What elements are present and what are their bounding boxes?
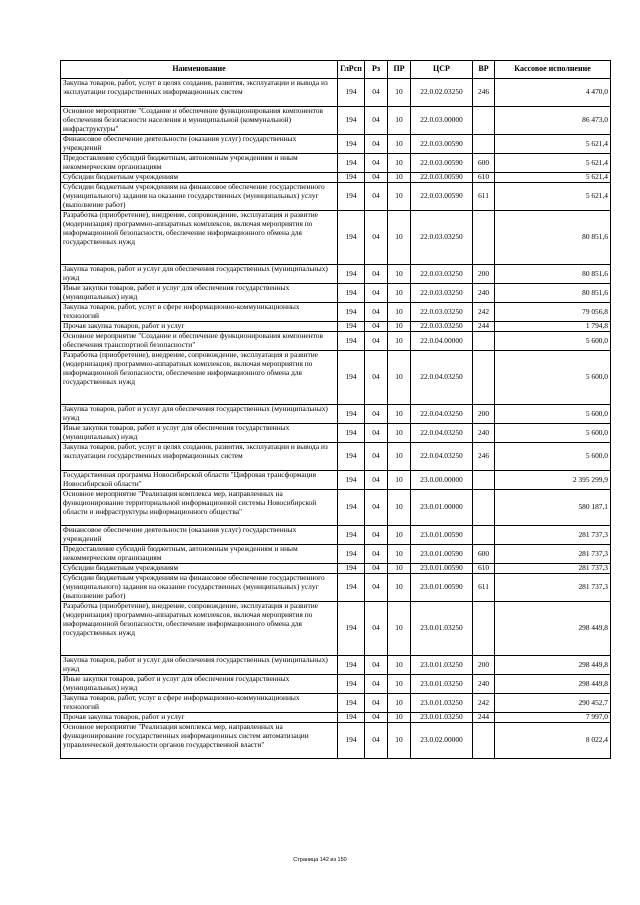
cell-grs: 194 [338, 154, 365, 173]
cell-csr: 23.0.01.03250 [411, 713, 473, 723]
cell-grs: 194 [338, 183, 365, 211]
table-row [61, 424, 611, 443]
cell-rz: 04 [365, 265, 388, 284]
cell-sum: 80 851,6 [495, 284, 611, 303]
cell-name: Финансовое обеспечение деятельности (оказания услуг) государственных учреждений [61, 135, 338, 154]
cell-vr: 240 [473, 675, 495, 694]
cell-grs: 194 [338, 79, 365, 107]
cell-sum: 5 621,4 [495, 183, 611, 211]
cell-name: Предоставление субсидий бюджетным, автономным учреждениям и иным некоммерческим организациям [61, 545, 338, 564]
cell-name: Закупка товаров, работ, услуг в целях создания, развития, эксплуатации и вывода из эксплуатации государственных информационных систем [61, 79, 338, 107]
cell-csr: 23.0.00.00000 [411, 471, 473, 490]
cell-sum: 298 449,8 [495, 675, 611, 694]
table-row [61, 284, 611, 303]
cell-rz: 04 [365, 303, 388, 322]
cell-name: Закупка товаров, работ, услуг в целях создания, развития, эксплуатации и вывода из эксплуатации государственных информационных систем [61, 443, 338, 471]
table-row [61, 135, 611, 154]
cell-name: Субсидии бюджетным учреждениям на финансовое обеспечение государственного (муниципального) задания на оказание государственных (муниципальных) услуг (выполнение работ) [61, 574, 338, 602]
cell-grs: 194 [338, 526, 365, 545]
table-row [61, 405, 611, 424]
cell-pr: 10 [388, 173, 411, 183]
cell-pr: 10 [388, 322, 411, 332]
cell-name: Предоставление субсидий бюджетным, автономным учреждениям и иным некоммерческим организациям [61, 154, 338, 173]
table-row [61, 723, 611, 759]
cell-csr: 23.0.01.00590 [411, 564, 473, 574]
cell-vr [473, 471, 495, 490]
cell-csr: 22.0.03.03250 [411, 303, 473, 322]
cell-rz: 04 [365, 723, 388, 759]
cell-grs: 194 [338, 135, 365, 154]
cell-name: Прочая закупка товаров, работ и услуг [61, 713, 338, 723]
cell-pr: 10 [388, 79, 411, 107]
cell-sum: 7 997,0 [495, 713, 611, 723]
cell-grs: 194 [338, 332, 365, 351]
cell-sum: 5 621,4 [495, 154, 611, 173]
cell-csr: 22.0.04.03250 [411, 351, 473, 405]
cell-name: Закупка товаров, работ и услуг для обеспечения государственных (муниципальных) нужд [61, 265, 338, 284]
cell-name: Разработка (приобретение), внедрение, сопровождение, эксплуатация и развитие (модернизация) программно-аппаратных комплексов, включая мероприятия по информационной безопасности, обеспечение информационного обмена для государственных нужд [61, 351, 338, 405]
cell-vr: 611 [473, 574, 495, 602]
cell-name: Закупка товаров, работ и услуг для обеспечения государственных (муниципальных) нужд [61, 656, 338, 675]
cell-csr: 22.0.04.03250 [411, 405, 473, 424]
cell-pr: 10 [388, 694, 411, 713]
cell-rz: 04 [365, 322, 388, 332]
table-row [61, 154, 611, 173]
cell-csr: 23.0.01.03250 [411, 694, 473, 713]
cell-vr [473, 135, 495, 154]
cell-grs: 194 [338, 284, 365, 303]
cell-pr: 10 [388, 351, 411, 405]
table-row [61, 322, 611, 332]
cell-vr: 242 [473, 694, 495, 713]
cell-rz: 04 [365, 675, 388, 694]
cell-pr: 10 [388, 332, 411, 351]
cell-csr: 23.0.01.03250 [411, 656, 473, 675]
cell-vr: 244 [473, 322, 495, 332]
cell-pr: 10 [388, 424, 411, 443]
table-header-row [61, 61, 611, 79]
cell-vr [473, 351, 495, 405]
table-row [61, 574, 611, 602]
cell-grs: 194 [338, 545, 365, 564]
cell-rz: 04 [365, 351, 388, 405]
cell-name: Субсидии бюджетным учреждениям на финансовое обеспечение государственного (муниципального) задания на оказание государственных (муниципальных) услуг (выполнение работ) [61, 183, 338, 211]
table-row [61, 545, 611, 564]
cell-sum: 5 621,4 [495, 135, 611, 154]
table-row [61, 526, 611, 545]
table-row [61, 107, 611, 135]
cell-csr: 22.0.04.03250 [411, 443, 473, 471]
cell-sum: 80 851,6 [495, 265, 611, 284]
cell-rz: 04 [365, 526, 388, 545]
table-row [61, 183, 611, 211]
cell-grs: 194 [338, 471, 365, 490]
cell-grs: 194 [338, 713, 365, 723]
cell-vr: 200 [473, 656, 495, 675]
cell-sum: 8 022,4 [495, 723, 611, 759]
cell-pr: 10 [388, 675, 411, 694]
cell-vr [473, 211, 495, 265]
cell-pr: 10 [388, 211, 411, 265]
cell-csr: 22.0.04.00000 [411, 332, 473, 351]
cell-csr: 22.0.03.00590 [411, 183, 473, 211]
cell-rz: 04 [365, 332, 388, 351]
cell-csr: 23.0.01.03250 [411, 602, 473, 656]
table-row [61, 675, 611, 694]
cell-name: Государственная программа Новосибирской области "Цифровая трансформация Новосибирской области" [61, 471, 338, 490]
cell-pr: 10 [388, 154, 411, 173]
cell-csr: 23.0.01.00000 [411, 490, 473, 526]
cell-sum: 5 600,0 [495, 332, 611, 351]
cell-csr: 23.0.01.00590 [411, 545, 473, 564]
cell-grs: 194 [338, 602, 365, 656]
cell-name: Закупка товаров, работ и услуг для обеспечения государственных (муниципальных) нужд [61, 405, 338, 424]
table-row [61, 443, 611, 471]
cell-pr: 10 [388, 107, 411, 135]
cell-name: Основное мероприятие "Создание и обеспечение функционирования компонентов обеспечения безопасности населения и муниципальной (коммунальной) инфраструктуры" [61, 107, 338, 135]
cell-csr: 23.0.01.00590 [411, 526, 473, 545]
cell-rz: 04 [365, 656, 388, 675]
cell-name: Закупка товаров, работ, услуг в сфере информационно-коммуникационных технологий [61, 694, 338, 713]
cell-name: Финансовое обеспечение деятельности (оказания услуг) государственных учреждений [61, 526, 338, 545]
table-row [61, 694, 611, 713]
cell-vr: 600 [473, 154, 495, 173]
cell-grs: 194 [338, 443, 365, 471]
cell-grs: 194 [338, 694, 365, 713]
cell-vr: 246 [473, 79, 495, 107]
cell-rz: 04 [365, 211, 388, 265]
cell-sum: 2 395 299,9 [495, 471, 611, 490]
cell-rz: 04 [365, 545, 388, 564]
cell-vr [473, 107, 495, 135]
table-row [61, 564, 611, 574]
header-vr: ВР [473, 61, 495, 79]
cell-grs: 194 [338, 322, 365, 332]
cell-rz: 04 [365, 107, 388, 135]
cell-grs: 194 [338, 564, 365, 574]
cell-csr: 22.0.03.00590 [411, 173, 473, 183]
header-sum: Кассовое исполнение [495, 61, 611, 79]
cell-csr: 22.0.03.00590 [411, 135, 473, 154]
cell-pr: 10 [388, 526, 411, 545]
cell-sum: 290 452,7 [495, 694, 611, 713]
cell-grs: 194 [338, 656, 365, 675]
cell-name: Разработка (приобретение), внедрение, сопровождение, эксплуатация и развитие (модернизация) программно-аппаратных комплексов, включая мероприятия по информационной безопасности, обеспечение информационного обмена для государственных нужд [61, 211, 338, 265]
header-pr: ПР [388, 61, 411, 79]
cell-grs: 194 [338, 107, 365, 135]
cell-vr: 600 [473, 545, 495, 564]
header-csr: ЦСР [411, 61, 473, 79]
header-grs: ГлРсп [338, 61, 365, 79]
cell-vr [473, 490, 495, 526]
cell-pr: 10 [388, 656, 411, 675]
cell-name: Основное мероприятие "Реализация комплекса мер, направленных на функционирование территориальной информационной системы Новосибирской области и инфраструктуры информационного общества" [61, 490, 338, 526]
cell-rz: 04 [365, 443, 388, 471]
table-row [61, 656, 611, 675]
cell-name: Основное мероприятие "Реализация комплекса мер, направленных на функционирование государственных информационных систем автоматизации управленческой деятельности органов государственной власти" [61, 723, 338, 759]
cell-csr: 22.0.04.03250 [411, 424, 473, 443]
cell-sum: 5 600,0 [495, 405, 611, 424]
cell-grs: 194 [338, 574, 365, 602]
cell-vr [473, 723, 495, 759]
cell-pr: 10 [388, 602, 411, 656]
cell-name: Иные закупки товаров, работ и услуг для обеспечения государственных (муниципальных) нужд [61, 424, 338, 443]
cell-csr: 23.0.01.00590 [411, 574, 473, 602]
cell-sum: 298 449,8 [495, 602, 611, 656]
table-row [61, 265, 611, 284]
cell-sum: 281 737,3 [495, 564, 611, 574]
cell-name: Разработка (приобретение), внедрение, сопровождение, эксплуатация и развитие (модернизация) программно-аппаратных комплексов, включая мероприятия по информационной безопасности, обеспечение информационного обмена для государственных нужд [61, 602, 338, 656]
cell-name: Закупка товаров, работ, услуг в сфере информационно-коммуникационных технологий [61, 303, 338, 322]
cell-pr: 10 [388, 490, 411, 526]
table-body [61, 79, 611, 759]
table-row [61, 79, 611, 107]
cell-pr: 10 [388, 265, 411, 284]
cell-rz: 04 [365, 154, 388, 173]
cell-name: Субсидии бюджетным учреждениям [61, 564, 338, 574]
cell-pr: 10 [388, 574, 411, 602]
cell-rz: 04 [365, 574, 388, 602]
cell-grs: 194 [338, 265, 365, 284]
cell-rz: 04 [365, 135, 388, 154]
cell-sum: 86 473,0 [495, 107, 611, 135]
cell-pr: 10 [388, 723, 411, 759]
cell-sum: 298 449,8 [495, 656, 611, 675]
cell-rz: 04 [365, 284, 388, 303]
cell-rz: 04 [365, 183, 388, 211]
table-row [61, 602, 611, 656]
cell-rz: 04 [365, 602, 388, 656]
table-row [61, 713, 611, 723]
cell-vr [473, 332, 495, 351]
cell-grs: 194 [338, 405, 365, 424]
cell-sum: 5 600,0 [495, 351, 611, 405]
table-row [61, 173, 611, 183]
cell-grs: 194 [338, 723, 365, 759]
cell-sum: 281 737,3 [495, 545, 611, 564]
cell-vr: 244 [473, 713, 495, 723]
cell-vr: 610 [473, 173, 495, 183]
cell-csr: 22.0.03.00000 [411, 107, 473, 135]
cell-rz: 04 [365, 79, 388, 107]
cell-grs: 194 [338, 303, 365, 322]
cell-name: Субсидии бюджетным учреждениям [61, 173, 338, 183]
cell-name: Иные закупки товаров, работ и услуг для обеспечения государственных (муниципальных) нужд [61, 675, 338, 694]
table-row [61, 211, 611, 265]
cell-csr: 22.0.03.03250 [411, 322, 473, 332]
cell-rz: 04 [365, 424, 388, 443]
cell-rz: 04 [365, 173, 388, 183]
table-row [61, 490, 611, 526]
cell-name: Основное мероприятие "Создание и обеспечение функционирования компонентов обеспечения транспортной безопасности" [61, 332, 338, 351]
cell-vr: 240 [473, 284, 495, 303]
header-name: Наименование [61, 61, 338, 79]
cell-sum: 5 621,4 [495, 173, 611, 183]
cell-vr [473, 602, 495, 656]
cell-rz: 04 [365, 405, 388, 424]
cell-csr: 22.0.03.03250 [411, 211, 473, 265]
cell-pr: 10 [388, 183, 411, 211]
cell-pr: 10 [388, 471, 411, 490]
budget-table [60, 60, 611, 759]
table-row [61, 351, 611, 405]
cell-pr: 10 [388, 135, 411, 154]
cell-csr: 22.0.02.03250 [411, 79, 473, 107]
cell-pr: 10 [388, 284, 411, 303]
cell-vr: 240 [473, 424, 495, 443]
cell-csr: 23.0.02.00000 [411, 723, 473, 759]
page-footer: Страница 142 из 150 [293, 857, 347, 863]
cell-name: Прочая закупка товаров, работ и услуг [61, 322, 338, 332]
cell-grs: 194 [338, 173, 365, 183]
table-row [61, 471, 611, 490]
cell-sum: 281 737,3 [495, 526, 611, 545]
cell-sum: 281 737,3 [495, 574, 611, 602]
cell-sum: 4 470,0 [495, 79, 611, 107]
cell-rz: 04 [365, 713, 388, 723]
cell-rz: 04 [365, 490, 388, 526]
cell-pr: 10 [388, 405, 411, 424]
cell-vr: 611 [473, 183, 495, 211]
cell-pr: 10 [388, 303, 411, 322]
cell-sum: 1 794,8 [495, 322, 611, 332]
cell-sum: 80 851,6 [495, 211, 611, 265]
cell-vr: 610 [473, 564, 495, 574]
cell-vr: 246 [473, 443, 495, 471]
cell-sum: 5 600,0 [495, 443, 611, 471]
cell-vr: 242 [473, 303, 495, 322]
cell-grs: 194 [338, 351, 365, 405]
cell-csr: 22.0.03.03250 [411, 284, 473, 303]
cell-pr: 10 [388, 443, 411, 471]
cell-pr: 10 [388, 545, 411, 564]
cell-grs: 194 [338, 424, 365, 443]
cell-grs: 194 [338, 490, 365, 526]
cell-sum: 79 056,8 [495, 303, 611, 322]
cell-sum: 5 600,0 [495, 424, 611, 443]
cell-rz: 04 [365, 564, 388, 574]
cell-vr [473, 526, 495, 545]
table-row [61, 332, 611, 351]
cell-pr: 10 [388, 713, 411, 723]
cell-rz: 04 [365, 471, 388, 490]
header-rz: Рз [365, 61, 388, 79]
cell-csr: 22.0.03.00590 [411, 154, 473, 173]
cell-name: Иные закупки товаров, работ и услуг для обеспечения государственных (муниципальных) нужд [61, 284, 338, 303]
cell-vr: 200 [473, 265, 495, 284]
cell-csr: 23.0.01.03250 [411, 675, 473, 694]
cell-rz: 04 [365, 694, 388, 713]
table-row [61, 303, 611, 322]
cell-pr: 10 [388, 564, 411, 574]
document-page [60, 60, 610, 759]
cell-grs: 194 [338, 675, 365, 694]
cell-vr: 200 [473, 405, 495, 424]
cell-grs: 194 [338, 211, 365, 265]
cell-sum: 580 187,1 [495, 490, 611, 526]
cell-csr: 22.0.03.03250 [411, 265, 473, 284]
